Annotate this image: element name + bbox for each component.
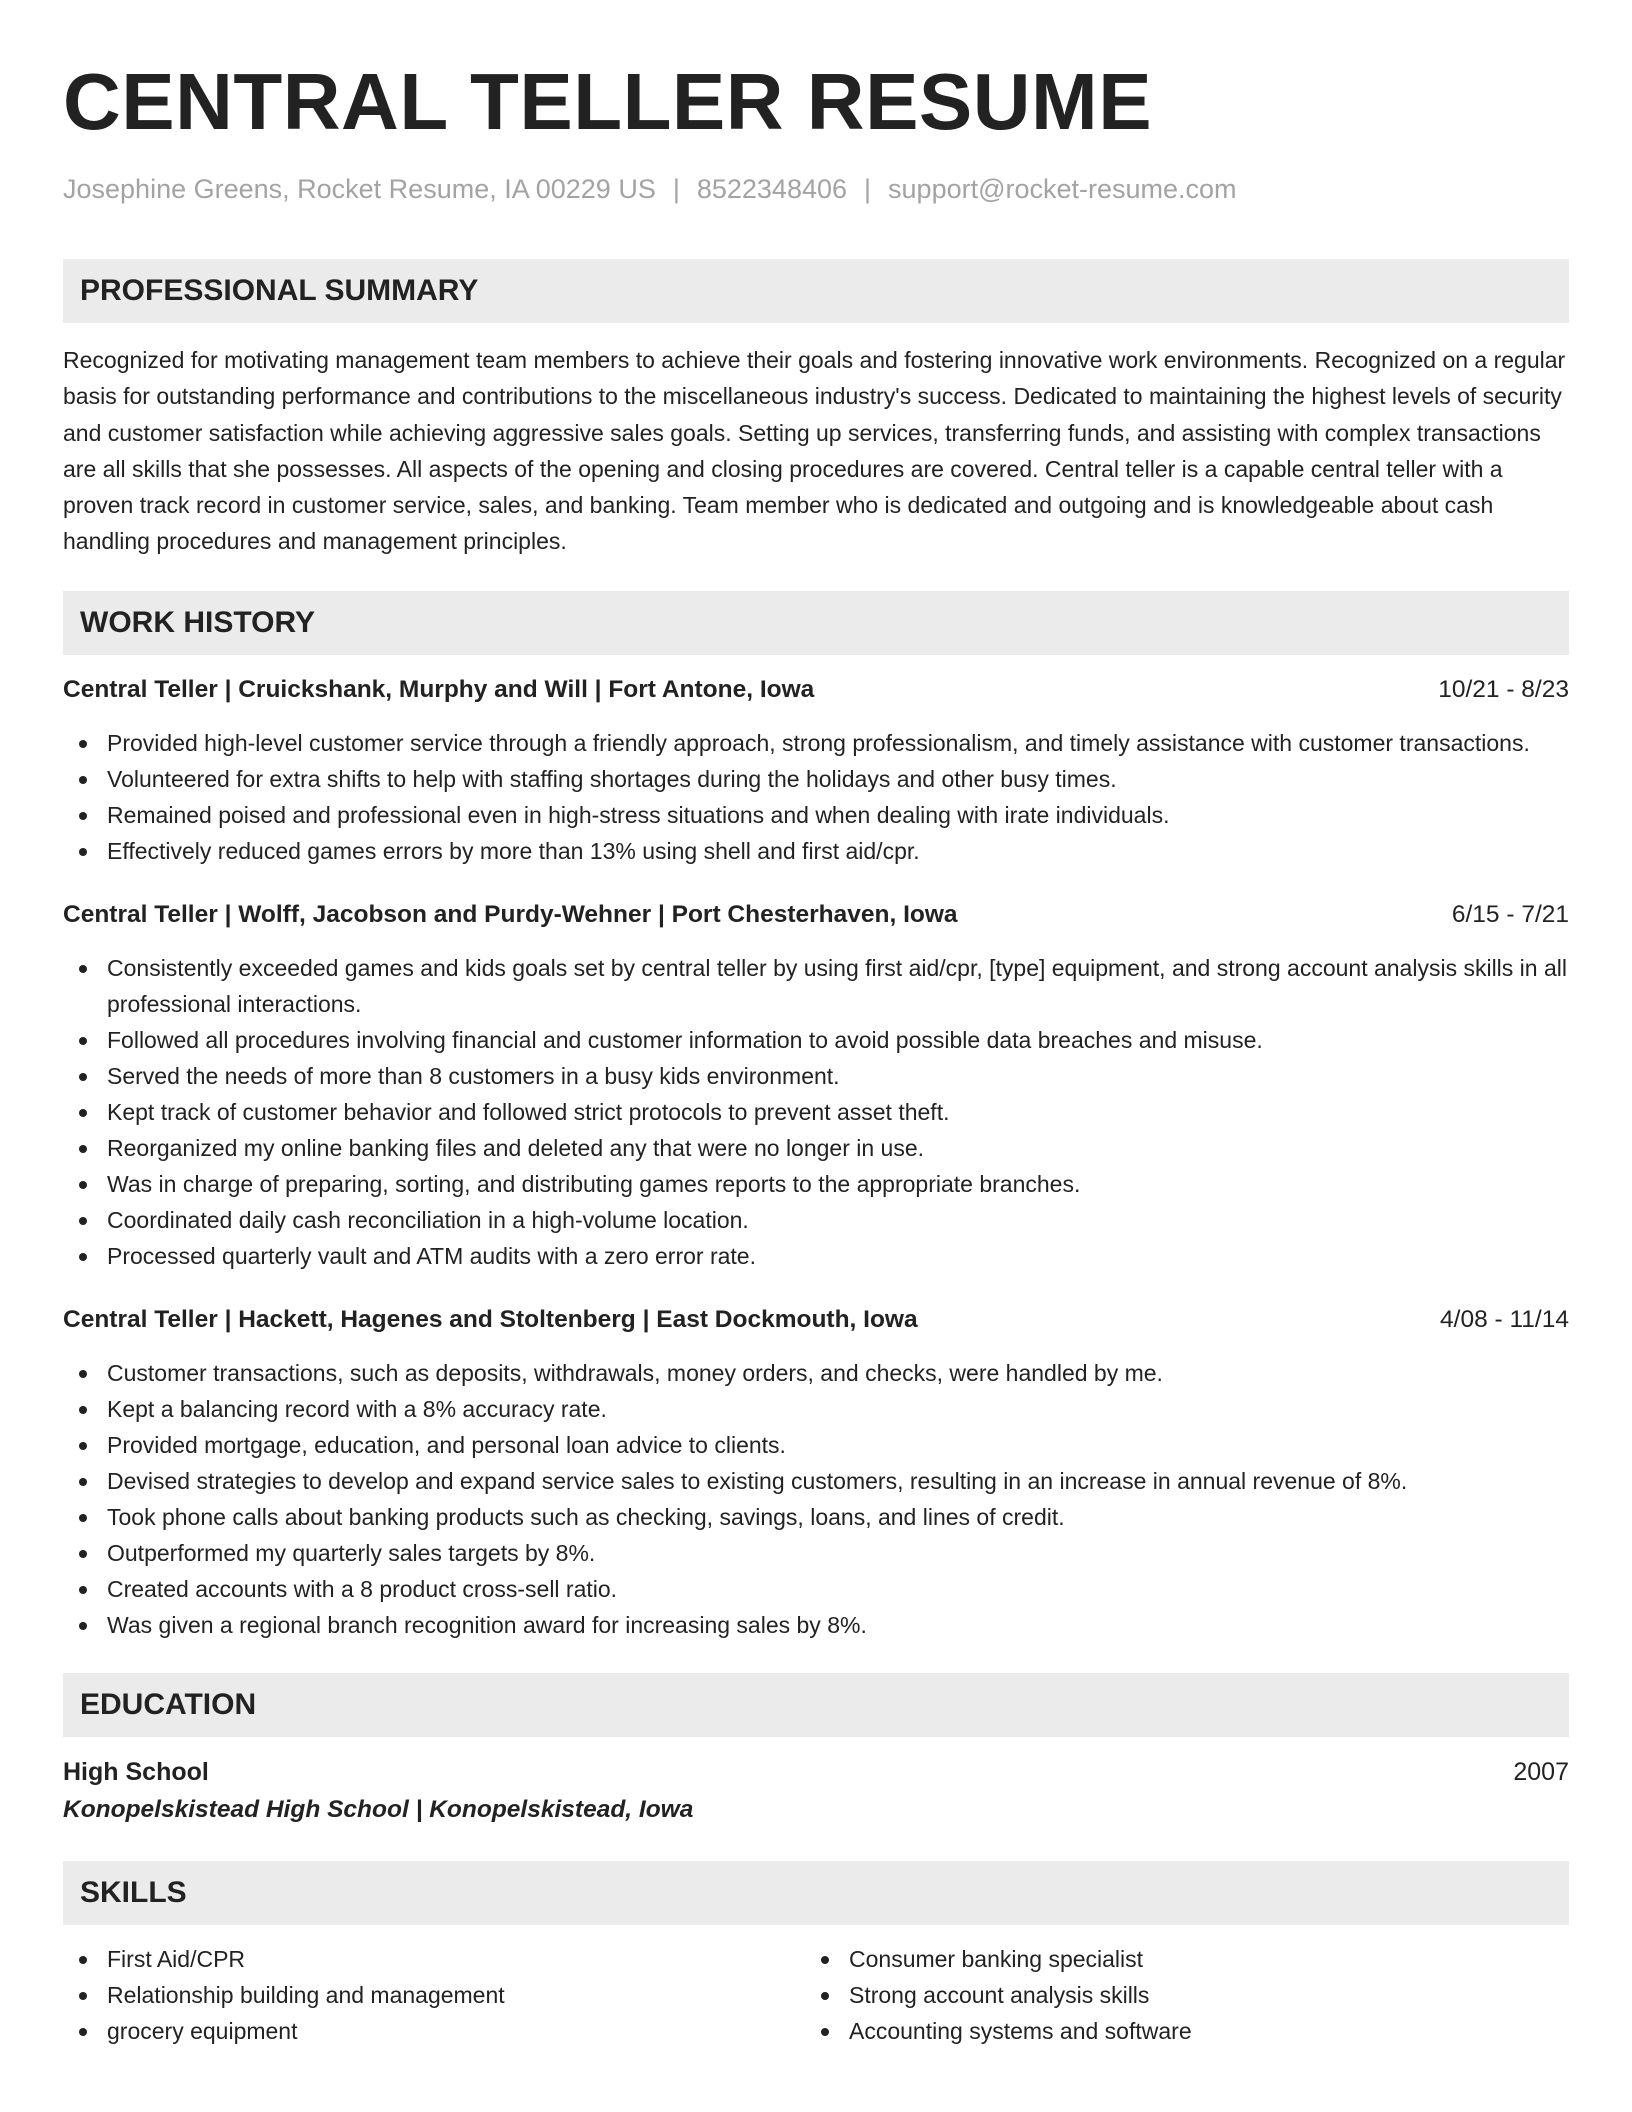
education-year: 2007 [1513, 1757, 1569, 1786]
job-header [63, 898, 1569, 932]
job-bullet: Reorganized my online banking files and deleted any that were no longer in use. [63, 1130, 1569, 1166]
job-header [63, 1303, 1569, 1337]
job-entry [63, 1303, 1569, 1643]
job-bullets [63, 1355, 1569, 1643]
skill-item: Strong account analysis skills [805, 1977, 1547, 2013]
job-title: Central Teller | Hackett, Hagenes and Stoltenberg | East Dockmouth, Iowa [63, 1305, 918, 1333]
resume-title: CENTRAL TELLER RESUME [63, 57, 1153, 146]
job-dates: 4/08 - 11/14 [1440, 1305, 1569, 1333]
contact-line [63, 172, 1569, 206]
job-bullet: Effectively reduced games errors by more than 13% using shell and first aid/cpr. [63, 833, 1569, 869]
skill-item: Consumer banking specialist [805, 1941, 1547, 1977]
job-bullet: Served the needs of more than 8 customers in a busy kids environment. [63, 1058, 1569, 1094]
contact-address: Josephine Greens, Rocket Resume, IA 00229 US [63, 174, 656, 204]
skills-column-right [805, 1941, 1547, 2049]
job-title: Central Teller | Wolff, Jacobson and Purdy-Wehner | Port Chesterhaven, Iowa [63, 900, 958, 928]
job-dates: 10/21 - 8/23 [1438, 675, 1569, 703]
skill-item: First Aid/CPR [63, 1941, 805, 1977]
education-entry [63, 1755, 1569, 1827]
section-heading-education: EDUCATION [63, 1673, 1569, 1737]
job-bullet: Was in charge of preparing, sorting, and distributing games reports to the appropriate branches. [63, 1166, 1569, 1202]
education-school: Konopelskistead High School | Konopelskistead, Iowa [63, 1795, 694, 1823]
contact-separator: | [864, 174, 872, 204]
job-bullets [63, 725, 1569, 869]
job-bullet: Volunteered for extra shifts to help with staffing shortages during the holidays and other busy times. [63, 761, 1569, 797]
job-bullet: Took phone calls about banking products such as checking, savings, loans, and lines of credit. [63, 1499, 1569, 1535]
job-bullet: Devised strategies to develop and expand service sales to existing customers, resulting in an increase in annual revenue of 8%. [63, 1463, 1569, 1499]
job-bullet: Consistently exceeded games and kids goals set by central teller by using first aid/cpr, [type] equipment, and strong account analysis skills in all professional interactions. [63, 950, 1569, 1022]
section-heading-summary: PROFESSIONAL SUMMARY [63, 259, 1569, 323]
skills-column-left [63, 1941, 805, 2049]
job-header [63, 673, 1569, 707]
education-degree: High School [63, 1757, 209, 1786]
job-bullet: Created accounts with a 8 product cross-sell ratio. [63, 1571, 1569, 1607]
section-heading-skills: SKILLS [63, 1861, 1569, 1925]
skill-item: Relationship building and management [63, 1977, 805, 2013]
section-heading-work-history: WORK HISTORY [63, 591, 1569, 655]
job-title: Central Teller | Cruickshank, Murphy and Will | Fort Antone, Iowa [63, 675, 815, 703]
job-bullet: Followed all procedures involving financial and customer information to avoid possible data breaches and misuse. [63, 1022, 1569, 1058]
job-bullet: Processed quarterly vault and ATM audits with a zero error rate. [63, 1238, 1569, 1274]
job-bullet: Outperformed my quarterly sales targets by 8%. [63, 1535, 1569, 1571]
summary-text: Recognized for motivating management team members to achieve their goals and fostering innovative work environments. Recognized on a regular basis for outstanding performance and contributions to the miscellaneous industry's success. Dedicated to maintaining the highest levels of security and customer satisfaction while achieving aggressive sales goals. Setting up services, transferring funds, and assisting with complex transactions are all skills that she possesses. All aspects of the opening and closing procedures are covered. Central teller is a capable central teller with a proven track record in customer service, sales, and banking. Team member who is dedicated and outgoing and is knowledgeable about cash handling procedures and management principles. [63, 347, 1566, 555]
job-dates: 6/15 - 7/21 [1451, 900, 1569, 928]
job-entry [63, 673, 1569, 869]
job-bullet: Was given a regional branch recognition award for increasing sales by 8%. [63, 1607, 1569, 1643]
job-bullet: Kept a balancing record with a 8% accuracy rate. [63, 1391, 1569, 1427]
skill-item: grocery equipment [63, 2013, 805, 2049]
skills-list [63, 1941, 1569, 2049]
contact-email: support@rocket-resume.com [888, 174, 1237, 204]
contact-phone: 8522348406 [696, 174, 848, 204]
job-bullet: Kept track of customer behavior and followed strict protocols to prevent asset theft. [63, 1094, 1569, 1130]
contact-separator: | [672, 174, 680, 204]
job-entry [63, 898, 1569, 1274]
job-bullet: Provided mortgage, education, and personal loan advice to clients. [63, 1427, 1569, 1463]
job-bullet: Provided high-level customer service through a friendly approach, strong professionalism, and timely assistance with customer transactions. [63, 725, 1569, 761]
education-header [63, 1755, 1569, 1789]
job-bullet: Coordinated daily cash reconciliation in a high-volume location. [63, 1202, 1569, 1238]
job-bullet: Remained poised and professional even in high-stress situations and when dealing with irate individuals. [63, 797, 1569, 833]
skill-item: Accounting systems and software [805, 2013, 1547, 2049]
job-bullets [63, 950, 1569, 1274]
job-bullet: Customer transactions, such as deposits, withdrawals, money orders, and checks, were handled by me. [63, 1355, 1569, 1391]
